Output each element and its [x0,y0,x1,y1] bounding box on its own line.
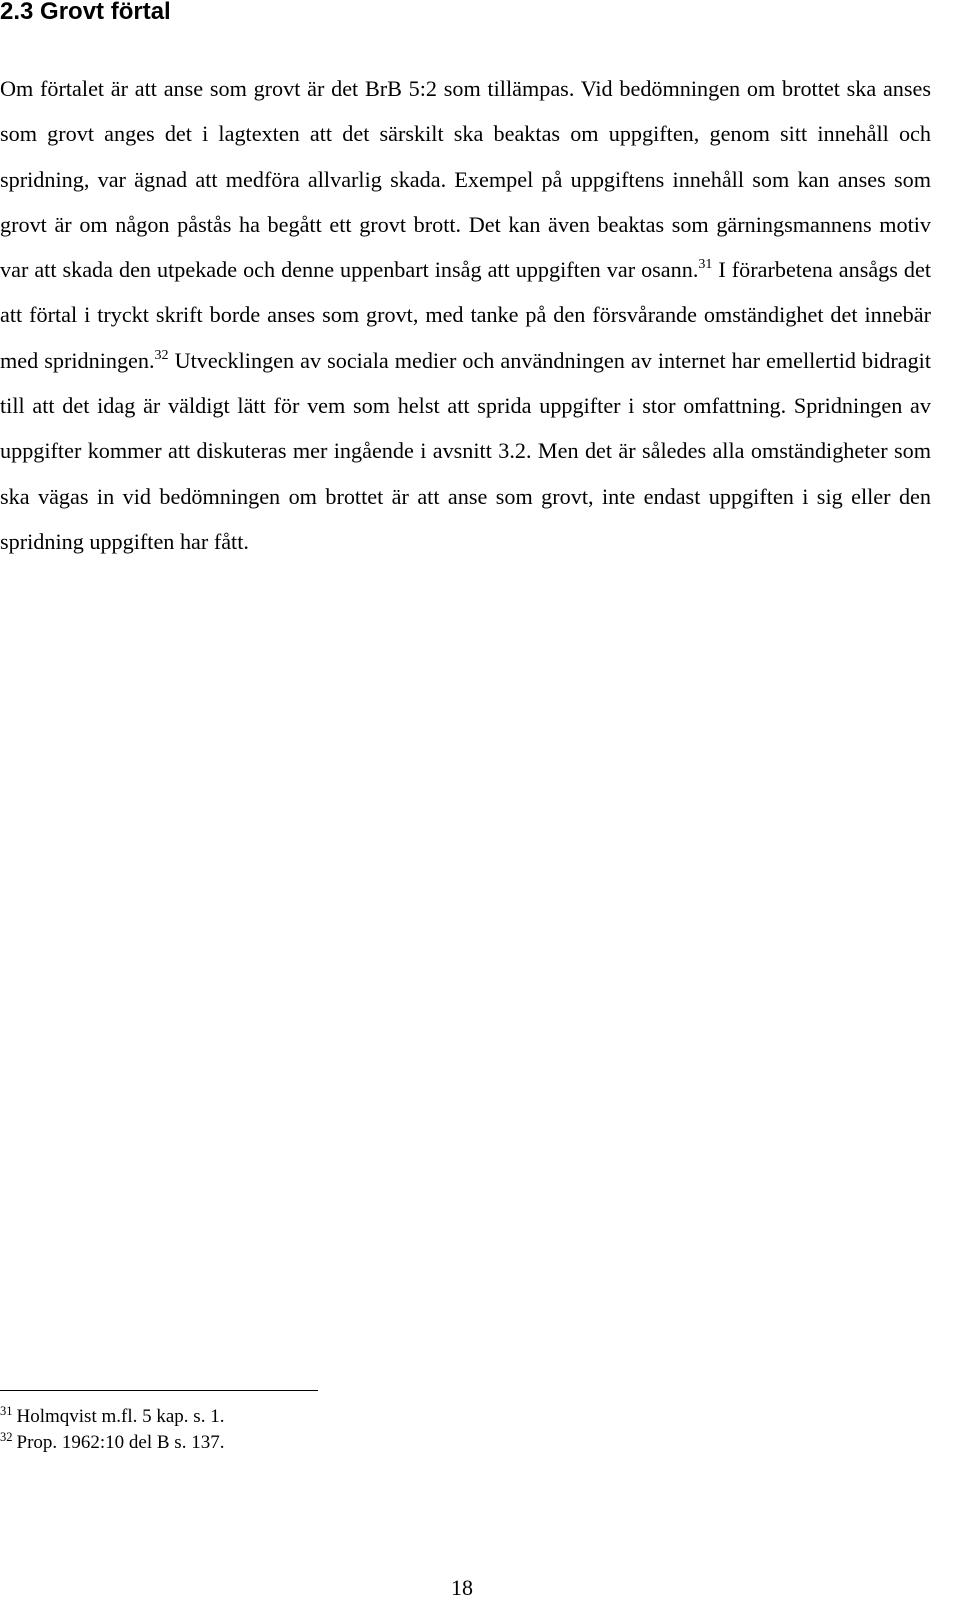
footnote-32 [0,1430,224,1456]
footnote-number: 32 [0,1430,13,1444]
footnote-31 [0,1404,224,1430]
footnote-separator [0,1390,318,1391]
body-paragraph [0,66,931,564]
footnote-text: Holmqvist m.fl. 5 kap. s. 1. [16,1406,225,1427]
paragraph-text-part-1: Om förtalet är att anse som grovt är det BrB 5:2 som tillämpas. Vid bedömningen om brottet ska anses som grovt anges det i lagtexten att det särskilt ska beaktas om uppgiften, genom sitt innehåll och spridning, var ägnad att medföra allvarlig skada. Exempel på uppgiftens innehåll som kan anses som grovt är om någon påstås ha begått ett grovt brott. Det kan även beaktas som gärningsmannens motiv var att skada den utpekade och denne uppenbart insåg att uppgiften var osann. [0,76,931,283]
paragraph-text-part-2: I förarbetena ansågs det att förtal i tryckt skrift borde anses som grovt, med tanke på den försvårande omständighet det innebär med spridningen. [0,257,932,373]
footnote-number: 31 [0,1404,13,1418]
paragraph-text-part-3: Utvecklingen av sociala medier och användningen av internet har emellertid bidragit till att det idag är väldigt lätt för vem som helst att sprida uppgifter i stor omfattning. Spridningen av uppgifter kommer att diskuteras mer ingående i avsnitt 3.2. Men det är således alla omständigheter som ska vägas in vid bedömningen om brottet är att anse som grovt, inte endast uppgiften i sig eller den spridning uppgiften har fått. [0,347,932,554]
footnote-reference-32[interactable]: 32 [154,347,169,363]
footnote-reference-31[interactable]: 31 [698,257,713,273]
footnotes-section [0,1404,224,1456]
page-number: 18 [451,1575,473,1600]
footnote-text: Prop. 1962:10 del B s. 137. [16,1432,225,1453]
section-heading: 2.3 Grovt förtal [0,0,171,25]
